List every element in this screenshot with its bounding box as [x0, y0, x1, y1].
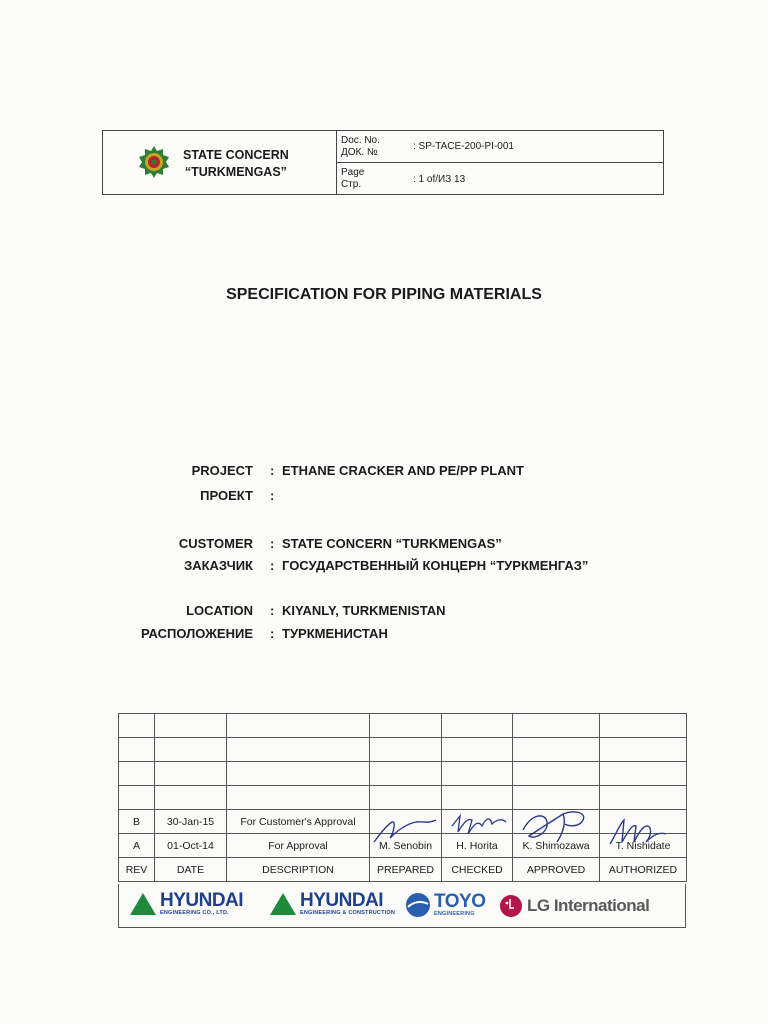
- header-authorized: AUTHORIZED: [600, 858, 687, 882]
- date-cell: 30-Jan-15: [155, 810, 227, 834]
- field-label-location: LOCATION: [186, 603, 253, 618]
- description-cell: For Approval: [227, 834, 370, 858]
- field-colon: :: [270, 603, 275, 618]
- org-line2: “TURKMENGAS”: [184, 165, 287, 179]
- hyundai-triangle-icon: [269, 892, 297, 916]
- doc-no-label-ru: ДОК. №: [341, 147, 378, 158]
- lg-international-logo: [499, 894, 649, 918]
- doc-no-value: : SP-TACE-200-PI-001: [413, 141, 514, 152]
- table-row: [119, 786, 687, 810]
- field-colon: :: [270, 626, 275, 641]
- doc-no-label-en: Doc. No.: [341, 135, 380, 146]
- lg-face-icon: [499, 894, 523, 918]
- field-label-customer-ru: ЗАКАЗЧИК: [184, 558, 253, 573]
- rev-cell: A: [119, 834, 155, 858]
- revision-table: [118, 713, 687, 882]
- header-rev: REV: [119, 858, 155, 882]
- hyundai-ec-logo: [269, 892, 395, 916]
- field-label-project: PROJECT: [191, 463, 253, 478]
- header-description: DESCRIPTION: [227, 858, 370, 882]
- turkmengas-emblem-icon: [137, 145, 171, 179]
- field-value-customer: STATE CONCERN “TURKMENGAS”: [282, 536, 502, 551]
- org-line1: STATE CONCERN: [183, 148, 289, 162]
- document-title: SPECIFICATION FOR PIPING MATERIALS: [226, 286, 542, 303]
- field-label-location-ru: РАСПОЛОЖЕНИЕ: [141, 626, 253, 641]
- field-label-project-ru: ПРОЕКТ: [200, 488, 253, 503]
- field-label-customer: CUSTOMER: [178, 536, 253, 551]
- toyo-globe-icon: [405, 892, 431, 918]
- table-row: [119, 762, 687, 786]
- date-cell: 01-Oct-14: [155, 834, 227, 858]
- table-row: [119, 714, 687, 738]
- page-label-ru: Стр.: [341, 179, 362, 190]
- doc-no-label: [341, 135, 380, 159]
- signature-prepared: [370, 812, 440, 848]
- hyundai-logo-subtext: ENGINEERING CO., LTD.: [160, 910, 229, 916]
- field-colon: :: [270, 558, 275, 573]
- org-name: [183, 147, 289, 181]
- description-cell: For Customer's Approval: [227, 810, 370, 834]
- toyo-engineering-logo: [405, 892, 486, 918]
- field-value-location: KIYANLY, TURKMENISTAN: [282, 603, 446, 618]
- hyundai-triangle-icon: [129, 892, 157, 916]
- field-colon: :: [270, 488, 275, 503]
- hyundai-logo-text: HYUNDAI: [160, 890, 244, 911]
- field-value-project: ETHANE CRACKER AND PE/PP PLANT: [282, 463, 524, 478]
- header-prepared: PREPARED: [370, 858, 442, 882]
- field-value-customer-ru: ГОСУДАРСТВЕННЫЙ КОНЦЕРН “ТУРКМЕНГАЗ”: [282, 558, 589, 573]
- header-checked: CHECKED: [442, 858, 513, 882]
- field-colon: :: [270, 463, 275, 478]
- page-label-en: Page: [341, 167, 365, 178]
- rev-cell: B: [119, 810, 155, 834]
- signature-authorized: [606, 814, 670, 850]
- hyundai-engineering-logo: [129, 892, 243, 916]
- authorized-cell: T. Nishidate: [600, 834, 687, 858]
- prepared-cell: M. Senobin: [370, 834, 442, 858]
- header-box: [102, 130, 664, 195]
- table-row: [119, 738, 687, 762]
- hyundai-logo-text: HYUNDAI: [300, 890, 384, 911]
- lg-logo-text: LG International: [527, 896, 650, 915]
- table-header-row: [119, 858, 687, 882]
- approved-cell: K. Shimozawa: [513, 834, 600, 858]
- divider: [336, 162, 663, 163]
- field-value-location-ru: ТУРКМЕНИСТАН: [282, 626, 388, 641]
- toyo-logo-subtext: ENGINEERING: [434, 911, 475, 917]
- header-approved: APPROVED: [513, 858, 600, 882]
- checked-cell: H. Horita: [442, 834, 513, 858]
- signature-approved: [517, 806, 593, 846]
- page-value: : 1 of/ИЗ 13: [413, 174, 466, 185]
- company-logos: [118, 884, 686, 928]
- page-label: [341, 167, 364, 191]
- header-date: DATE: [155, 858, 227, 882]
- field-colon: :: [270, 536, 275, 551]
- hyundai-logo-subtext: ENGINEERING & CONSTRUCTION: [300, 910, 396, 916]
- toyo-logo-text: TOYO: [434, 891, 486, 912]
- signature-checked: [446, 810, 510, 840]
